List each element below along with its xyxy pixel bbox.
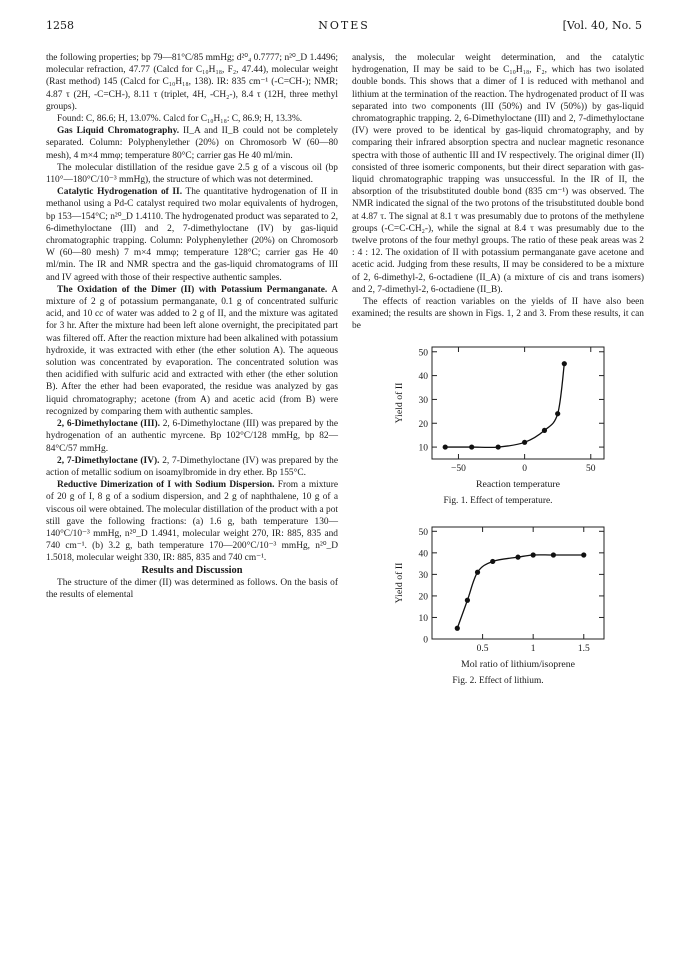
journal-section-title: NOTES <box>318 19 370 32</box>
fig1-ytick-label-2: 30 <box>418 395 428 406</box>
fig2-ytick-label-5: 50 <box>418 527 428 538</box>
figure-1-caption: Fig. 1. Effect of temperature. <box>443 495 553 506</box>
text-26-dimethyloctane: 2, 6-Dimethyloctane (III) was prepared by the hydrogenation of an authentic myrcene. Bp 102°C/128 mmHg, bp 82—84°C/57 mmHg. <box>46 419 338 454</box>
paragraph-sodium-dimerization <box>46 479 338 564</box>
fig2-plot-frame <box>432 527 604 639</box>
figure-1-chart <box>352 341 644 491</box>
fig2-series-line <box>457 555 583 628</box>
text-27-dimethyloctane: 2, 7-Dimethyloctane (IV) was prepared by the action of metallic sodium on isoamylbromide in dry ether. Bp 155°C. <box>46 455 338 478</box>
fig2-ytick-label-2: 20 <box>418 592 428 603</box>
heading-oxidation: The Oxidation of the Dimer (II) with Potassium Permanganate. <box>57 284 328 295</box>
fig2-xtick-label-0: 0.5 <box>476 644 489 655</box>
heading-sodium-dimerization: Reductive Dimerization of I with Sodium Dispersion. <box>57 480 275 491</box>
paragraph-hydrogenation <box>46 186 338 284</box>
page-header <box>46 18 642 34</box>
right-column <box>352 52 644 687</box>
figure-1 <box>352 341 644 507</box>
fig1-data-point-1 <box>469 444 474 449</box>
fig2-data-point-6 <box>551 552 556 557</box>
paragraph-27-dimethyloctane <box>46 455 338 479</box>
heading-hydrogenation: Catalytic Hydrogenation of II. <box>57 187 183 198</box>
section-title-results: Results and Discussion <box>141 564 243 576</box>
fig1-data-point-3 <box>522 439 527 444</box>
fig1-y-axis-label: Yield of II <box>394 382 405 424</box>
figure-2-caption: Fig. 2. Effect of lithium. <box>452 676 544 687</box>
fig1-ytick-label-4: 50 <box>418 347 428 358</box>
fig1-ytick-label-1: 20 <box>418 419 428 430</box>
fig1-data-point-6 <box>562 361 567 366</box>
text-hydrogenation: The quantitative hydrogenation of II in methanol using a Pd-C catalyst required two molar equivalents of hydrogen, bp 153—154°C; n²⁰_D 1.4110. The hydrogenated product was separated to 2, 6-dimethyloctane (III) and 2, 7-dimethyloctane (IV) by gas-liquid chromatographic trapping. Column: Polyphenylether (20%) on Chromosorb W (60—80 mesh) 7 m×4 mmφ; temperature 128°C; carrier gas He 40 ml/min. The IR and NMR spectra and the gas-liquid chromatograms of III and IV agreed with those of their respective authentic samples. <box>46 187 338 283</box>
fig2-data-point-2 <box>475 570 480 575</box>
fig1-ytick-label-3: 40 <box>418 371 428 382</box>
text-glc: II_A and II_B could not be completely separated. Column: Polyphenylether (20%) on Chromosorb W (60—80 mesh), 4 m×4 mmφ; temperature 80°C; carrier gas He 40 ml/min. <box>46 126 338 161</box>
fig1-data-point-4 <box>542 427 547 432</box>
fig2-data-point-0 <box>455 626 460 631</box>
figure-2 <box>352 521 644 687</box>
paragraph-distillation: The molecular distillation of the residue gave 2.5 g of a viscous oil (bp 110°—180°C/10⁻³ mmHg), the structure of which was not determined. <box>46 162 338 186</box>
figure-2-chart <box>352 521 644 671</box>
paragraph-glc <box>46 125 338 162</box>
fig2-data-point-4 <box>515 555 520 560</box>
paragraph-oxidation <box>46 284 338 418</box>
text-sodium-dimerization: From a mixture of 20 g of I, 8 g of a sodium dispersion, and 2 g of naphthalene, 10 g of a viscous oil were obtained. The molecular distillation of the product with a pot still gave the following fractions: (a) 1.6 g, bath temperature 130—140°C/10⁻³ mmHg, n²⁰_D 1.4941, molecular weight 270, IR: 885, 835 and 740 cm⁻¹. (b) 3.2 g, bath temperature 170—200°C/10⁻³ mmHg, n²⁰_D 1.5018, molecular weight 330, IR: 885, 835 and 740 cm⁻¹. <box>46 480 339 564</box>
fig1-data-point-0 <box>443 444 448 449</box>
fig1-xtick-label-0: −50 <box>451 463 466 474</box>
text-oxidation: A mixture of 2 g of potassium permanganate, 0.1 g of concentrated sulfuric acid, and 10 cc of water was added to 2 g of II, and the mixture was agitated for 3 hr. After the mixture had been left alone overnight, the precipitated part was filtered off. After the reaction mixture had been alkalined with potassium hydroxide, it was extracted with ether (the ether solution A). The aqueous solution was concentrated by evaporation. The concentrated solution was then acidified with sulfuric acid and extracted with ether (the ether solution B). After the ether had been evaporated, the residue was analyzed by gas liquid chromatography; acetone (from A) and acetic acid (from B) were recognized by comparing them with authentic samples. <box>46 284 338 417</box>
heading-26-dimethyloctane: 2, 6-Dimethyloctane (III). <box>57 419 160 430</box>
fig2-ytick-label-4: 40 <box>418 549 428 560</box>
fig2-ytick-label-3: 30 <box>418 570 428 581</box>
fig1-series-line <box>445 363 564 447</box>
fig2-data-point-1 <box>465 598 470 603</box>
heading-27-dimethyloctane: 2, 7-Dimethyloctane (IV). <box>57 455 160 466</box>
fig1-plot-frame <box>432 347 604 459</box>
left-column <box>46 52 338 601</box>
fig2-ytick-label-1: 10 <box>418 614 428 625</box>
fig2-xtick-label-1: 1 <box>530 644 536 655</box>
fig2-y-axis-label: Yield of II <box>394 562 405 604</box>
volume-label: [Vol. 40, No. 5 <box>562 19 642 32</box>
fig1-xtick-label-1: 0 <box>522 463 527 474</box>
paragraph-found: Found: C, 86.6; H, 13.07%. Calcd for C₁₀H₁₈: C, 86.9; H, 13.3%. <box>57 114 303 125</box>
fig1-xtick-label-2: 50 <box>586 463 596 474</box>
paragraph-26-dimethyloctane <box>46 418 338 455</box>
fig1-data-point-5 <box>555 411 560 416</box>
fig2-data-point-5 <box>531 552 536 557</box>
fig2-x-axis-label: Mol ratio of lithium/isoprene <box>460 659 576 671</box>
fig1-x-axis-label: Reaction temperature <box>475 478 561 490</box>
paragraph-results-intro: The structure of the dimer (II) was determined as follows. On the basis of the results of elemental <box>46 577 338 600</box>
fig1-ytick-label-0: 10 <box>418 443 428 454</box>
fig2-xtick-label-2: 1.5 <box>577 644 590 655</box>
paragraph-properties: the following properties; bp 79—81°C/85 mmHg; d²⁰₄ 0.7777; n²⁰_D 1.4496; molecular refraction, 47.77 (Calcd for C₁₀H₁₈, F₂, 47.44), molecular weight (Rast method) 145 (Calcd for C₁₀H₁₈, 138). IR: 835 cm⁻¹ (-C=CH-); NMR; 4.87 τ (2H, -C=CH-), 8.11 τ (triplet, 4H, -CH₂-), 8.4 τ (12H, three methyl groups). <box>46 53 338 112</box>
heading-glc: Gas Liquid Chromatography. <box>57 126 180 137</box>
fig1-data-point-2 <box>496 444 501 449</box>
fig2-data-point-3 <box>490 559 495 564</box>
fig2-ytick-label-0: 0 <box>423 635 428 646</box>
paragraph-discussion: analysis, the molecular weight determination, and the catalytic hydrogenation, II may be said to be C₁₀H₁₈, F₂, which has two isolated double bonds. This shows that a dimer of I is reduced with methanol and lithium at the termination of the reaction. The hydrogenated product of II was separated into two components (III (50%) and IV (50%)) by gas-liquid chromatographic trapping. 2, 6-Dimethyloctane (III) and 2, 7-dimethyloctane (IV) were proved to be identical by gas-liquid chromatography, and by comparing their infrared absorption spectra and nuclear magnetic resonance spectra with those of authentic III and IV respectively. The original dimer (II) consisted of three isomeric components, but their direct separation with gas-liquid chromatographic trapping was unsuccessful. In the IR of II, the absorption of the trisubstituted double bond (835 cm⁻¹) was observed. The NMR indicated the signal of the two protons of the trisubstituted double bond at 4.87 τ. The signal at 8.1 τ was presumably due to protons of the methylene groups (-C=C-CH₂-), while the signal at 8.4 τ was presumably due to the twelve protons of the four methyl groups. The ratio of these peak areas was 2 : 4 : 12. The oxidation of II with potassium permanganate gave acetone and acetic acid. Judging from these results, II may be considered to be a mixture of 2, 6-dimethyl-2, 6-octadiene (II_A) (a mixture of cis and trans isomers) and 2, 7-dimethyl-2, 6-octadiene (II_B). <box>352 53 644 295</box>
fig2-data-point-7 <box>581 552 586 557</box>
page-number: 1258 <box>46 19 74 32</box>
paragraph-effects: The effects of reaction variables on the yields of II have also been examined; the results are shown in Figs. 1, 2 and 3. From these results, it can be <box>352 297 644 332</box>
